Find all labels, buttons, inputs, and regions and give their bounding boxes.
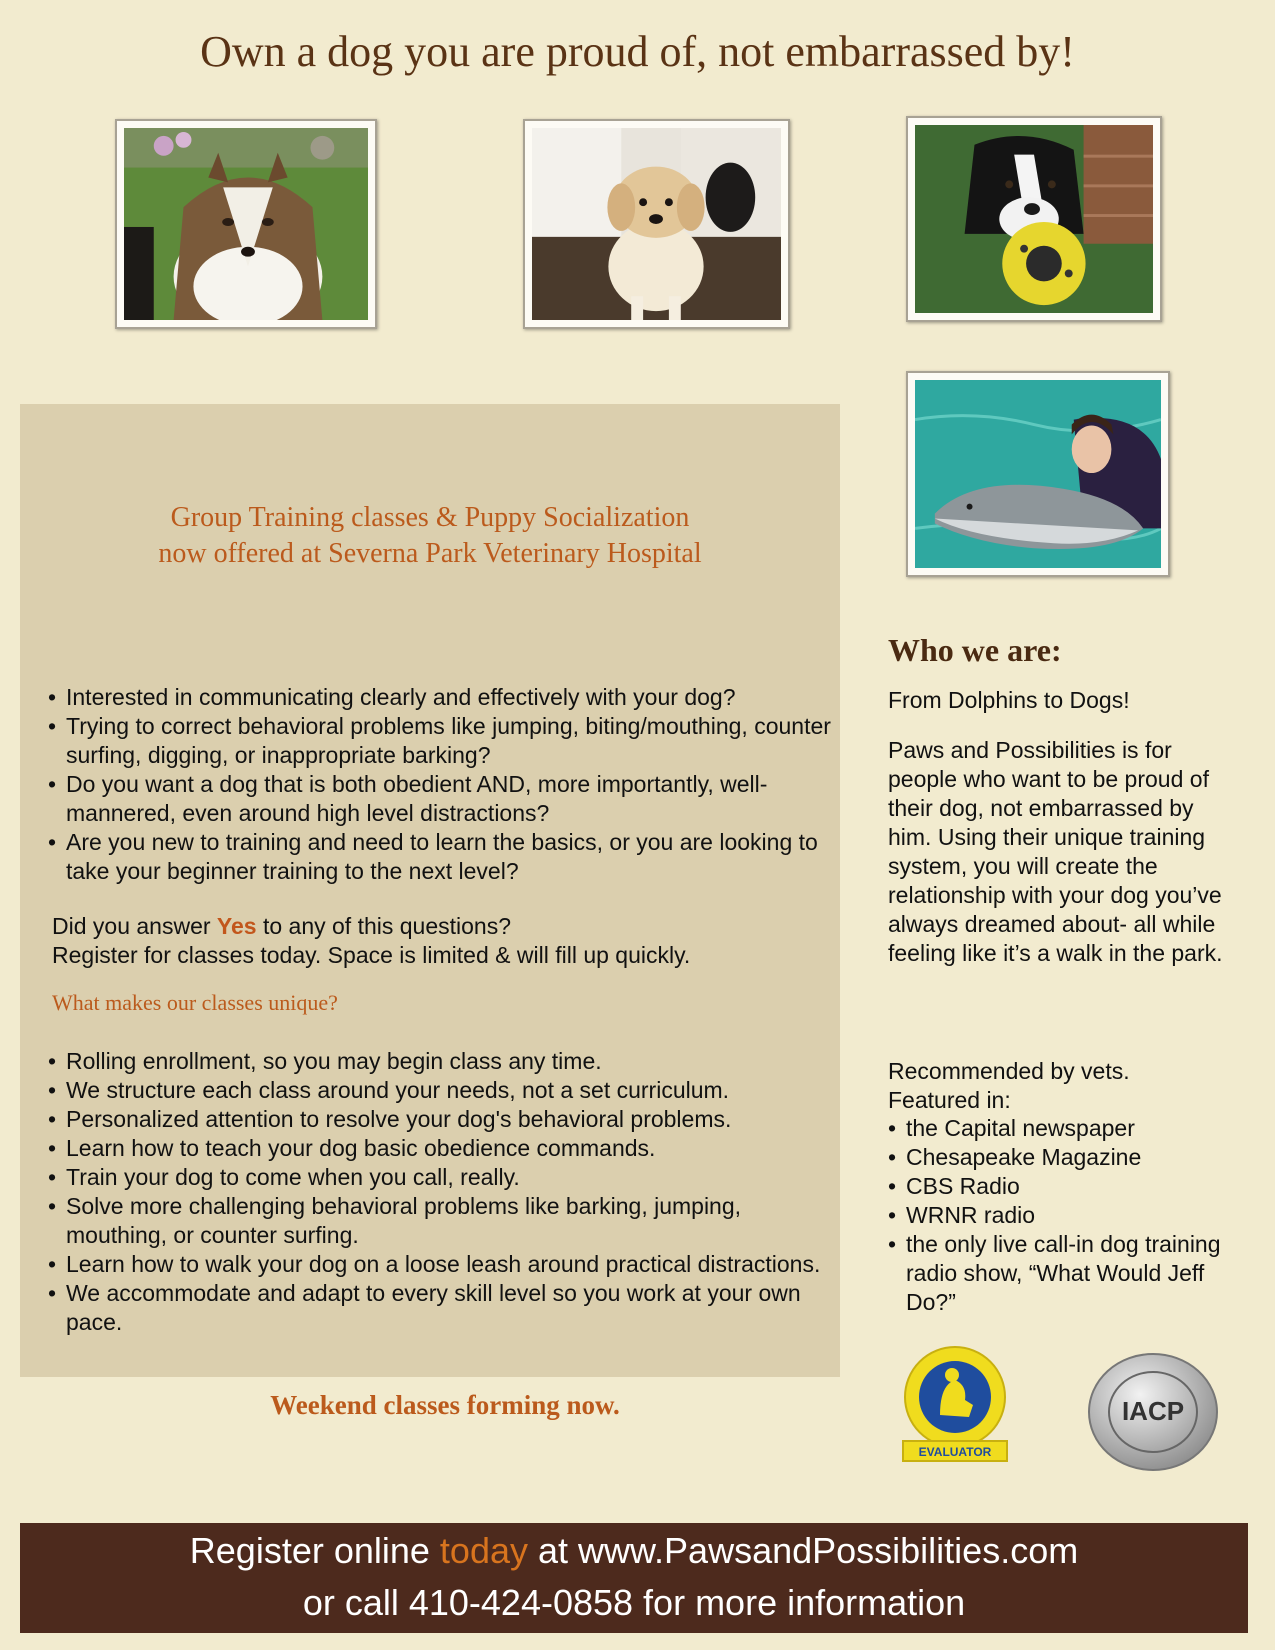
- sheltie-image: [124, 128, 368, 320]
- puppy-image: [532, 128, 781, 320]
- unique-list: [48, 1047, 838, 1337]
- list-item: • We accommodate and adapt to every skill level so you work at your own pace.: [48, 1279, 838, 1337]
- list-item: • CBS Radio: [888, 1172, 1228, 1201]
- list-item: • the Capital newspaper: [888, 1114, 1228, 1143]
- photo-dolphin: [906, 371, 1170, 577]
- page-headline: Own a dog you are proud of, not embarrassed by!: [200, 27, 1075, 76]
- who-title: Who we are:: [888, 632, 1062, 668]
- iacp-badge-label: IACP: [1121, 1396, 1185, 1426]
- answer-block: [52, 912, 832, 970]
- cgc-badge-icon: [895, 1345, 1015, 1465]
- iacp-badge-icon: [1085, 1350, 1220, 1475]
- answer-yes: Yes: [216, 913, 257, 939]
- featured-list: [888, 1114, 1228, 1317]
- list-item: • Personalized attention to resolve your dog's behavioral problems.: [48, 1105, 838, 1134]
- photo-sheltie: [115, 119, 377, 329]
- list-item: • Learn how to walk your dog on a loose leash around practical distractions.: [48, 1250, 838, 1279]
- footer-prefix: Register online: [189, 1530, 440, 1571]
- iacp-badge: [1085, 1350, 1220, 1475]
- classes-heading: [20, 500, 840, 572]
- answer-suffix: to any of this questions?: [256, 913, 512, 939]
- classes-heading-line2: now offered at Severna Park Veterinary Hospital: [158, 538, 702, 569]
- weekend-notice: Weekend classes forming now.: [270, 1390, 620, 1420]
- list-item: • Learn how to teach your dog basic obedience commands.: [48, 1134, 838, 1163]
- dolphin-image: [915, 380, 1161, 568]
- register-footer: [20, 1523, 1248, 1633]
- who-about: Paws and Possibilities is for people who want to be proud of their dog, not embarrassed by him. Using their unique training system, you will create the relationship with your dog you’ve always dreamed about- all while feeling like it’s a walk in the park.: [888, 737, 1223, 966]
- list-item: • Trying to correct behavioral problems like jumping, biting/mouthing, counter surfing, digging, or inappropriate barking?: [48, 712, 838, 770]
- list-item: • the only live call-in dog training radio show, “What Would Jeff Do?”: [888, 1230, 1228, 1317]
- answer-prefix: Did you answer: [52, 913, 217, 939]
- list-item: • Interested in communicating clearly and effectively with your dog?: [48, 683, 838, 712]
- recommended-text: Recommended by vets.: [888, 1058, 1130, 1084]
- featured-label: Featured in:: [888, 1087, 1011, 1113]
- list-item: • Do you want a dog that is both obedient AND, more importantly, well-mannered, even around high level distractions?: [48, 770, 838, 828]
- collie-image: [915, 125, 1153, 313]
- register-line: Register for classes today. Space is limited & will fill up quickly.: [52, 942, 691, 968]
- answer-line: [52, 912, 832, 941]
- footer-highlight: today: [439, 1530, 528, 1571]
- list-item: • Solve more challenging behavioral problems like barking, jumping, mouthing, or counter surfing.: [48, 1192, 838, 1250]
- list-item: • WRNR radio: [888, 1201, 1228, 1230]
- list-item: • Are you new to training and need to learn the basics, or you are looking to take your beginner training to the next level?: [48, 828, 838, 886]
- photo-collie: [906, 116, 1162, 322]
- list-item: • Chesapeake Magazine: [888, 1143, 1228, 1172]
- list-item: • Train your dog to come when you call, really.: [48, 1163, 838, 1192]
- footer-line1: [20, 1529, 1248, 1573]
- unique-heading: What makes our classes unique?: [52, 990, 338, 1015]
- footer-line2: or call 410-424-0858 for more information: [302, 1582, 966, 1623]
- question-list: [48, 683, 838, 886]
- cgc-evaluator-badge: [895, 1345, 1015, 1465]
- list-item: • We structure each class around your needs, not a set curriculum.: [48, 1076, 838, 1105]
- who-tagline: From Dolphins to Dogs!: [888, 687, 1130, 713]
- list-item: • Rolling enrollment, so you may begin class any time.: [48, 1047, 838, 1076]
- footer-url-text: at www.PawsandPossibilities.com: [528, 1530, 1079, 1571]
- cgc-badge-label: EVALUATOR: [918, 1445, 992, 1459]
- photo-puppy: [523, 119, 790, 329]
- classes-heading-line1: Group Training classes & Puppy Socialization: [170, 502, 690, 533]
